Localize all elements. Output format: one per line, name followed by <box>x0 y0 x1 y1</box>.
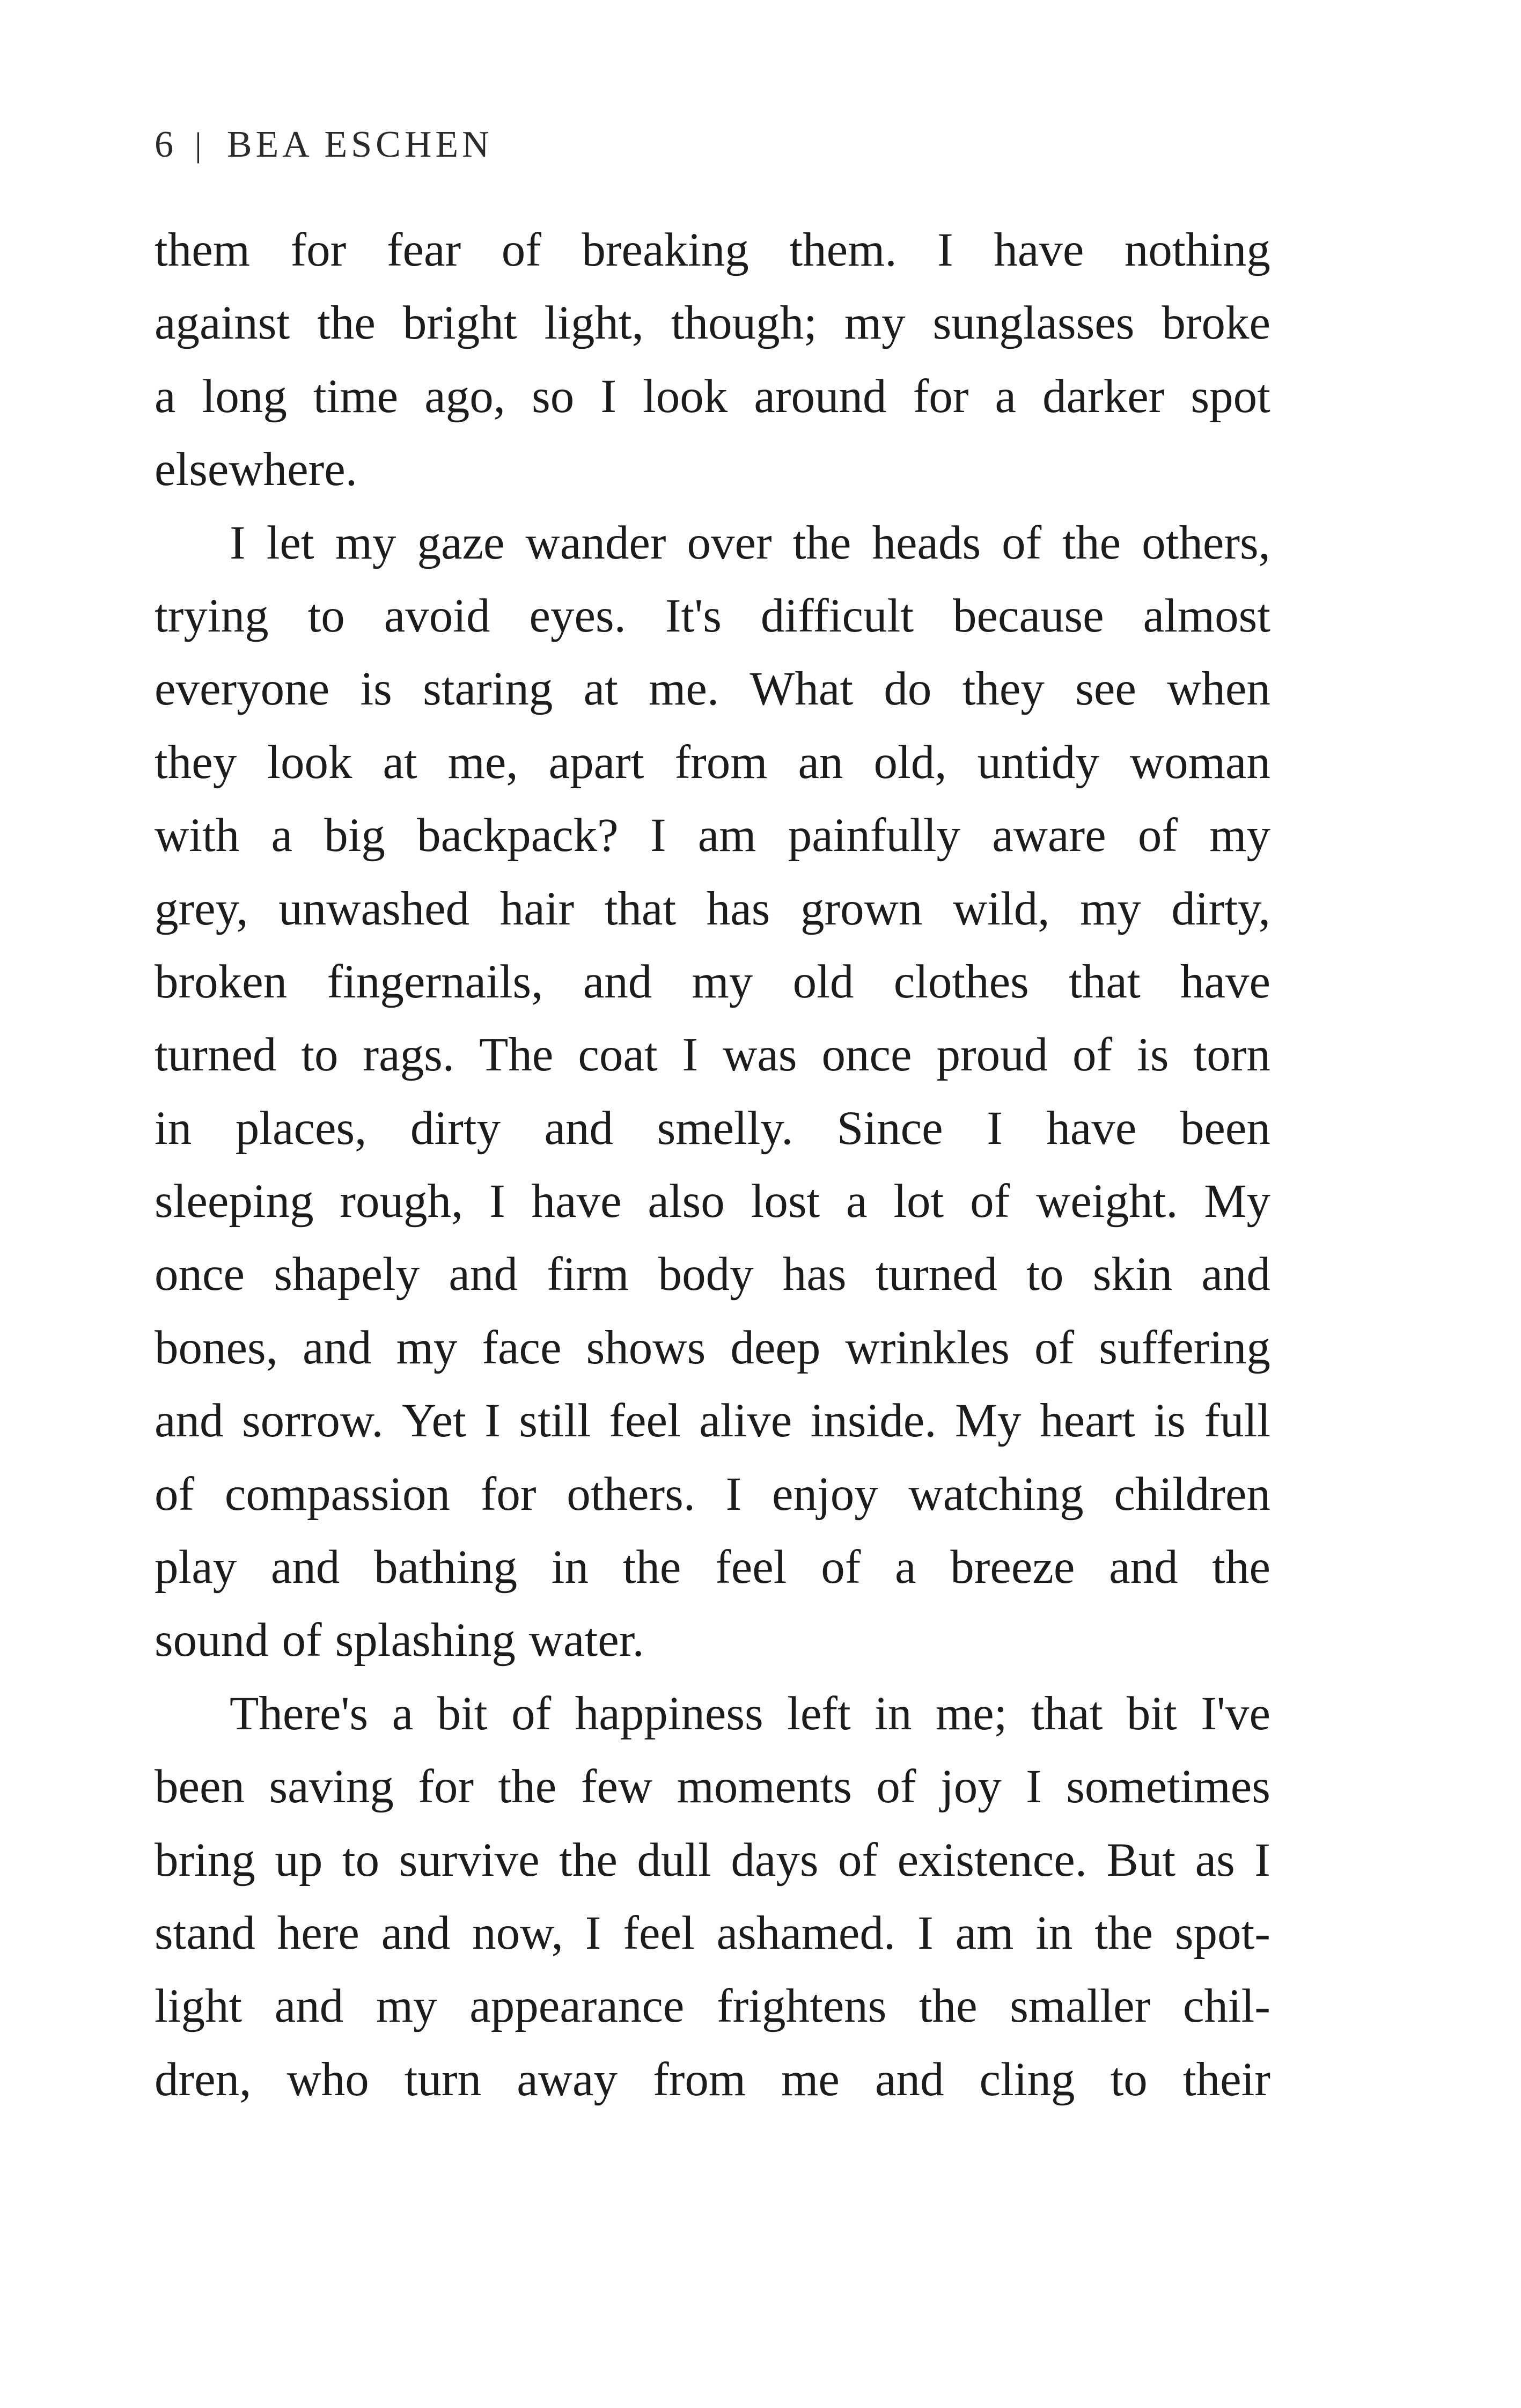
text-line: of compassion for others. I enjoy watching children <box>155 1467 1270 1521</box>
text-line: elsewhere. <box>155 443 358 496</box>
text-line: grey, unwashed hair that has grown wild, my dirty, <box>155 882 1270 935</box>
text-line: light and my appearance frightens the smaller chil- <box>155 1980 1270 2033</box>
text-line: stand here and now, I feel ashamed. I am in the spot- <box>155 1906 1270 1959</box>
running-head <box>155 119 493 171</box>
text-line: sleeping rough, I have also lost a lot of weight. My <box>155 1175 1270 1228</box>
text-line: turned to rags. The coat I was once proud of is torn <box>155 1029 1270 1082</box>
text-line: against the bright light, though; my sunglasses broke <box>155 297 1270 350</box>
text-line: I let my gaze wander over the heads of the others, <box>230 516 1270 569</box>
text-line: broken fingernails, and my old clothes that have <box>155 955 1270 1008</box>
text-line: them for fear of breaking them. I have nothing <box>155 224 1270 276</box>
text-line: play and bathing in the feel of a breeze and the <box>155 1541 1270 1594</box>
text-line: once shapely and firm body has turned to skin and <box>155 1248 1270 1301</box>
page-number: 6 <box>155 124 173 165</box>
body-text <box>155 214 1270 2116</box>
text-line: trying to avoid eyes. It's difficult because almost <box>155 589 1270 642</box>
text-line: and sorrow. Yet I still feel alive inside. My heart is full <box>155 1394 1270 1448</box>
text-line: with a big backpack? I am painfully aware of my <box>155 809 1270 862</box>
text-line: in places, dirty and smelly. Since I have been <box>155 1102 1270 1155</box>
text-line: they look at me, apart from an old, untidy woman <box>155 736 1270 789</box>
text-line: sound of splashing water. <box>155 1614 644 1667</box>
header-separator: | <box>195 126 205 164</box>
text-line: There's a bit of happiness left in me; that bit I've <box>230 1687 1270 1740</box>
text-line: bones, and my face shows deep wrinkles of suffering <box>155 1321 1270 1374</box>
text-line: been saving for the few moments of joy I sometimes <box>155 1760 1270 1814</box>
text-line: dren, who turn away from me and cling to their <box>155 2053 1270 2106</box>
author-name: BEA ESCHEN <box>226 124 493 165</box>
text-line: bring up to survive the dull days of existence. But as I <box>155 1833 1270 1886</box>
text-line: a long time ago, so I look around for a darker spot <box>155 370 1270 423</box>
text-line: everyone is staring at me. What do they see when <box>155 663 1270 716</box>
